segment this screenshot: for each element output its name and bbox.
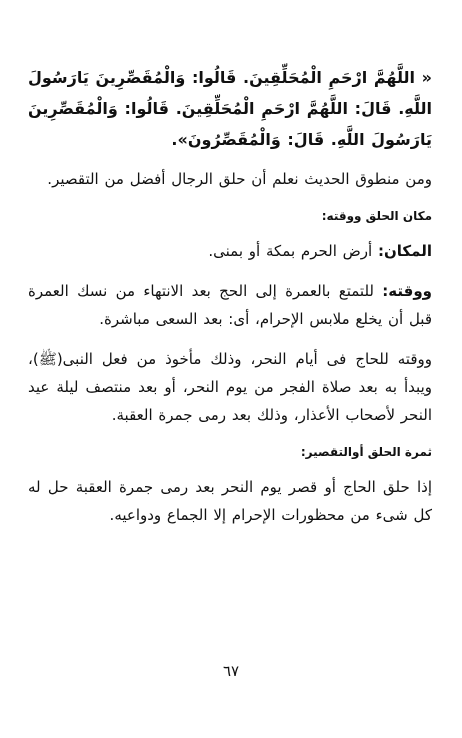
paragraph-conclusion: ومن منطوق الحديث نعلم أن حلق الرجال أفضل من التقصير. <box>47 170 432 188</box>
time-label: ووقته: <box>382 282 432 300</box>
paragraph-hajj-time: ووقته للحاج فى أيام النحر، وذلك مأخوذ من فعل النبى(ﷺ)، ويبدأ به بعد صلاة الفجر من يوم النحر، أو بعد منتصف ليلة عيد النحر لأصحاب الأعذار، وذلك بعد رمى جمرة العقبة. <box>28 350 432 424</box>
paragraph-time <box>28 277 432 333</box>
place-label: المكان: <box>378 242 432 260</box>
page-number: ٦٧ <box>222 662 240 680</box>
paragraph-fruit: إذا حلق الحاج أو قصر يوم النحر بعد رمى جمرة العقبة حل له كل شىء من محظورات الإحرام إلا الجماع ودواعيه. <box>28 478 432 524</box>
hadith-quote: « اللَّهُمَّ ارْحَمِ الْمُحَلِّقِينَ. قَالُوا: وَالْمُقَصِّرِينَ يَارَسُولَ اللَّهِ. قَالَ: اللَّهُمَّ ارْحَمِ الْمُحَلِّقِينَ. قَالُوا: وَالْمُقَصِّرِينَ يَارَسُولَ اللَّهِ. قَالَ: وَالْمُقَصِّرُونَ». <box>28 68 432 149</box>
paragraph-place <box>28 237 432 265</box>
place-text: أرض الحرم بمكة أو بمنى. <box>208 242 373 260</box>
heading-fruit: ثمرة الحلق أوالتقصير: <box>300 445 432 459</box>
heading-place-time: مكان الحلق ووقته: <box>321 209 432 223</box>
time-text: للتمتع بالعمرة إلى الحج بعد الانتهاء من نسك العمرة قبل أن يخلع ملابس الإحرام، أى: بعد السعى مباشرة. <box>28 282 432 328</box>
